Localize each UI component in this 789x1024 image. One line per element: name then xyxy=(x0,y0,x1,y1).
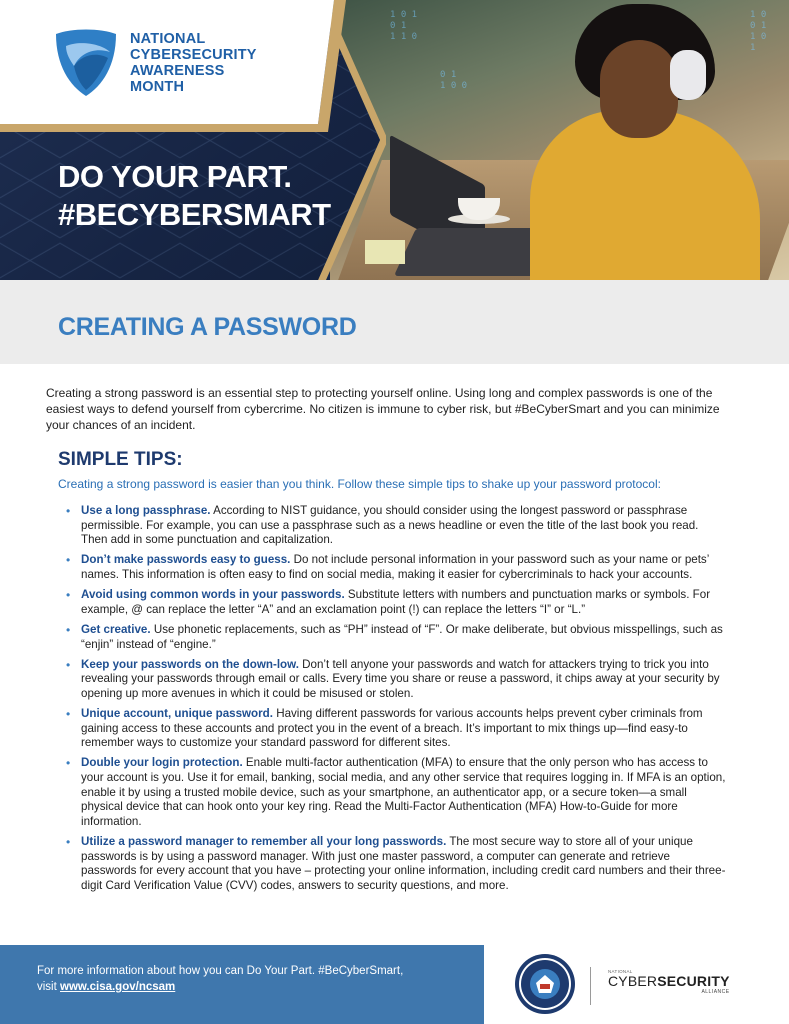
intro-paragraph: Creating a strong password is an essential step to protecting yourself online. Using long and complex passwords is one of the easiest ways to defend yourself from cybercrime. No citizen is immune to cyber risk, but #BeCyberSmart and you can minimize your chances of an incident. xyxy=(46,386,720,432)
tips-subheading: Creating a strong password is easier than you think. Follow these simple tips to shake up your password protocol: xyxy=(58,477,661,491)
bullet-icon: • xyxy=(66,622,71,637)
headline-line-1: DO YOUR PART. xyxy=(58,159,292,194)
tip-item: • Don’t make passwords easy to guess. Do not include personal information in your password such as your name or pets’ names. This information is often easy to find on social media, making it easier for cybercriminals to hack your accounts. xyxy=(66,553,709,581)
cisa-link[interactable]: www.cisa.gov/ncsam xyxy=(60,981,176,993)
hero-photo: 1 0 1 0 1 1 1 0 0 1 1 0 0 1 0 0 1 1 0 1 xyxy=(330,0,789,280)
tip-item: • Use a long passphrase. According to NIST guidance, you should consider using the longest password or passphrase permissible. For example, you can use a passphrase such as a news headline or even the title of the last book you read. Then add in some punctuation and capitalization. xyxy=(66,504,699,547)
footer-text: For more information about how you can Do Your Part. #BeCyberSmart, visit www.cisa.gov/ncsam xyxy=(37,965,404,993)
tip-item: • Double your login protection. Enable multi-factor authentication (MFA) to ensure that the only person who has access to your account is you. Use it for email, banking, social media, and any other service that requires logging in. If MFA is an option, enable it by using a trusted mobile device, such as your smartphone, an authenticator app, or a secure token—a small physical device that can hook onto your key ring. Read the Multi-Factor Authentication (MFA) How-to-Guide for more information. xyxy=(66,756,726,828)
logo-text: NATIONAL CYBERSECURITY AWARENESS MONTH xyxy=(130,31,257,95)
headline-line-2: #BECYBERSMART xyxy=(58,197,331,232)
bullet-icon: • xyxy=(66,588,71,603)
bullet-icon: • xyxy=(66,756,71,771)
tip-item: • Get creative. Use phonetic replacements, such as “PH” instead of “F”. Or make deliberate, but obvious misspellings, such as “enjin” instead of “engine.” xyxy=(66,622,723,651)
footer-info-panel xyxy=(0,945,484,1024)
page-title: CREATING A PASSWORD xyxy=(58,313,357,341)
footer xyxy=(0,945,789,1024)
header-banner xyxy=(0,0,789,280)
footer-divider xyxy=(590,967,591,1005)
tip-item: • Unique account, unique password. Having different passwords for various accounts helps prevent cyber criminals from gaining access to these accounts and protect you in the event of a breach. It’s important to mix things up—find easy-to remember ways to customize your standard password for different sites. xyxy=(66,707,703,750)
bullet-icon: • xyxy=(66,504,71,518)
bullet-icon: • xyxy=(66,553,71,568)
tip-item: • Utilize a password manager to remember all your long passwords. The most secure way to store all of your unique passwords is by using a password manager. With just one master password, a computer can generate and retrieve passwords for every account that you have – protecting your online information, including credit card numbers and their three-digit Card Verification Value (CVV) codes, answers to security questions, and more. xyxy=(66,835,726,892)
bullet-icon: • xyxy=(66,707,71,722)
bullet-icon: • xyxy=(66,835,71,850)
cisa-seal-icon xyxy=(514,953,576,1015)
headline xyxy=(58,158,331,234)
bullet-icon: • xyxy=(66,657,71,672)
tips-list xyxy=(66,504,726,899)
tips-heading: SIMPLE TIPS: xyxy=(58,449,183,470)
shield-logo-icon xyxy=(52,26,120,98)
tip-item: • Keep your passwords on the down-low. Don’t tell anyone your passwords and watch for attackers trying to trick you into revealing your passwords through email or calls. Every time you share or reuse a password, it chips away at your security by opening up more avenues in which it could be misused or stolen. xyxy=(66,657,720,700)
ncsa-logo: NATIONAL CYBERSECURITY ALLIANCE xyxy=(608,969,730,995)
tip-item: • Avoid using common words in your passwords. Substitute letters with numbers and punctuation marks or symbols. For example, @ can replace the letter “A” and an exclamation point (!) can replace the letters “I” or “L.” xyxy=(66,588,711,616)
